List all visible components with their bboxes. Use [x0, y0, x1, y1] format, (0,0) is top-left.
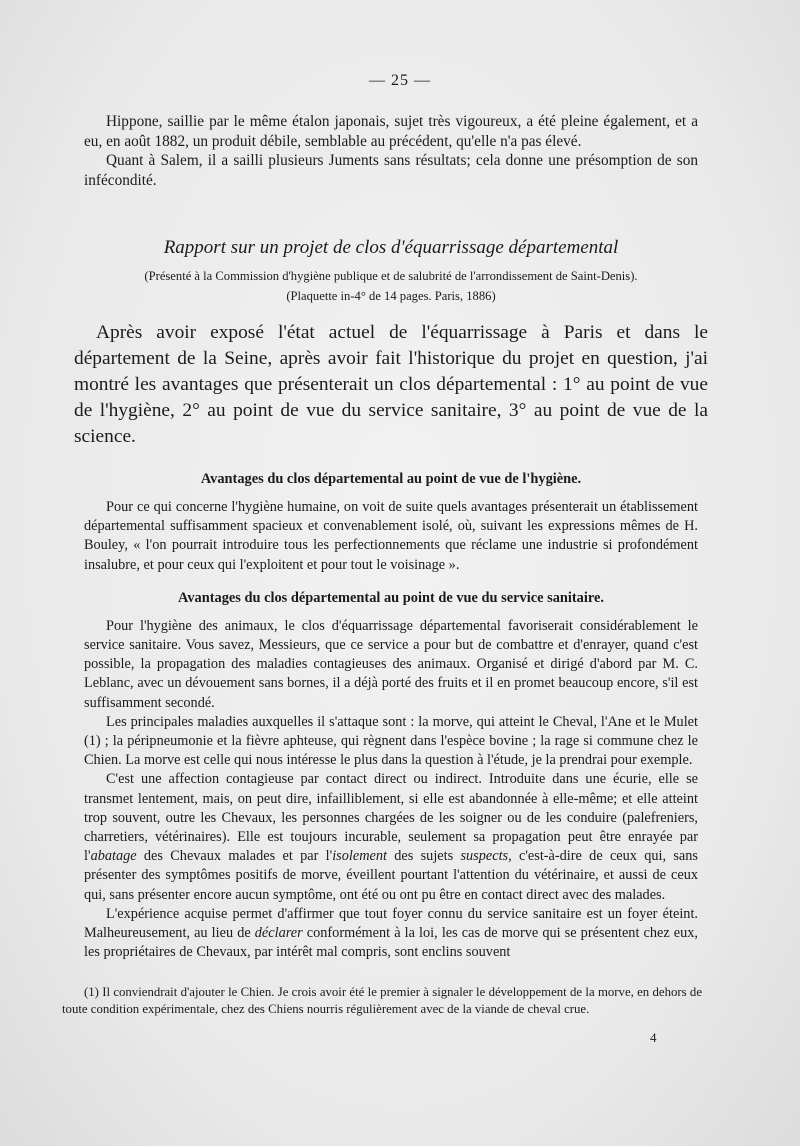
- text-run: , c'est-à-dire de ceux qui, sans présenter des symptômes positifs de morve, éveillent pourtant l'attention du vétérinaire, et aussi de ceux qui, sans présenter encore aucun symptôme, ont été ou ont pu être en contact direct avec des malades.: [84, 848, 698, 903]
- italic-suspects: suspects: [460, 848, 509, 865]
- page-body: [74, 112, 708, 962]
- intro-paragraph-1: Hippone, saillie par le même étalon japonais, sujet très vigoureux, a été pleine également, et a eu, en août 1882, un produit débile, semblable au précédent, qu'elle n'a pas élevé.: [84, 113, 698, 150]
- sanitary-paragraph-4: [84, 905, 698, 963]
- report-title: Rapport sur un projet de clos d'équarrissage départemental: [163, 237, 619, 258]
- text-run: L'expérience acquise permet d'affirmer que tout foyer connu du service sanitaire est un foyer éteint. Malheureusement, au lieu de: [84, 905, 698, 942]
- text-run: conformément à la loi, les cas de morve qui se présentent chez eux, les propriétaires de Chevaux, par intérêt mal compris, sont enclins souvent: [84, 925, 698, 961]
- signature-mark: 4: [650, 1030, 657, 1045]
- hygiene-paragraph: Pour ce qui concerne l'hygiène humaine, on voit de suite quels avantages présenterait un établissement départemental suffisamment spacieux et convenablement isolé, où, suivant les expressions mêmes de H. Bouley, « l'on pourrait introduire tous les perfectionnements que réclame une industrie si profondément insalubre, et pour ceux qui l'exploitent et pour tout le voisinage ».: [84, 499, 698, 573]
- section-heading-hygiene: Avantages du clos départemental au point de vue de l'hygiène.: [200, 471, 582, 487]
- report-subtitle: (Présenté à la Commission d'hygiène publique et de salubrité de l'arrondissement de Saint-Denis).: [144, 269, 638, 283]
- text-run: C'est une affection contagieuse par contact direct ou indirect. Introduite dans une écurie, elle se transmet lentement, mais, on peut dire, infailliblement, si elle est abandonnée à elle-même; et elle atteint trop souvent, outre les Chevaux, les personnes chargées de les soigner ou de les conduire (palefreniers, charretiers, vétérinaires). Elle est toujours incurable, seulement sa propagation peut être enrayée par l': [84, 771, 698, 865]
- italic-isolement: isolement: [332, 848, 387, 865]
- sanitary-paragraph-3: [84, 770, 698, 904]
- footnotes: [62, 984, 702, 1018]
- italic-declarer: déclarer: [254, 925, 303, 942]
- text-run: des sujets: [386, 848, 461, 865]
- sanitary-paragraph-2: Les principales maladies auxquelles il s'attaque sont : la morve, qui atteint le Cheval, l'Ane et le Mulet (1) ; la péripneumonie et la fièvre aphteuse, qui règnent dans l'espèce bovine ; la rage si commune chez le Chien. La morve est celle qui nous intéresse le plus dans la question à l'étude, je la prendrai pour exemple.: [84, 713, 698, 769]
- lead-paragraph: Après avoir exposé l'état actuel de l'équarrissage à Paris et dans le département de la Seine, après avoir fait l'historique du projet en question, j'ai montré les avantages que présenterait un clos départemental : 1° au point de vue de l'hygiène, 2° au point de vue du service sanitaire, 3° au point de vue de la science.: [74, 322, 708, 447]
- text-run: des Chevaux malades et par l': [136, 848, 333, 865]
- italic-abatage: abatage: [90, 848, 137, 865]
- section-heading-sanitary: Avantages du clos départemental au point de vue du service sanitaire.: [178, 589, 604, 606]
- page-number: — 25 —: [369, 72, 431, 89]
- sanitary-paragraph-1: Pour l'hygiène des animaux, le clos d'équarrissage départemental favoriserait considérablement le service sanitaire. Vous savez, Messieurs, que ce service a pour but de combattre et d'enrayer, quand c'est possible, la propagation des maladies contagieuses des animaux. Organisé et dirigé d'abord par M. C. Leblanc, avec un dévouement sans bornes, il a déjà porté des fruits et il en promet beaucoup encore, s'il est suffisamment secondé.: [84, 617, 698, 711]
- intro-paragraph-2: Quant à Salem, il a sailli plusieurs Juments sans résultats; cela donne une présomption de son infécondité.: [84, 152, 698, 189]
- footnote-1: (1) Il conviendrait d'ajouter le Chien. Je crois avoir été le premier à signaler le développement de la morve, en dehors de toute condition expérimentale, chez des Chiens nourris régulièrement avec de la viande de cheval crue.: [62, 985, 702, 1016]
- report-plaquette: (Plaquette in-4° de 14 pages. Paris, 1886): [286, 289, 496, 303]
